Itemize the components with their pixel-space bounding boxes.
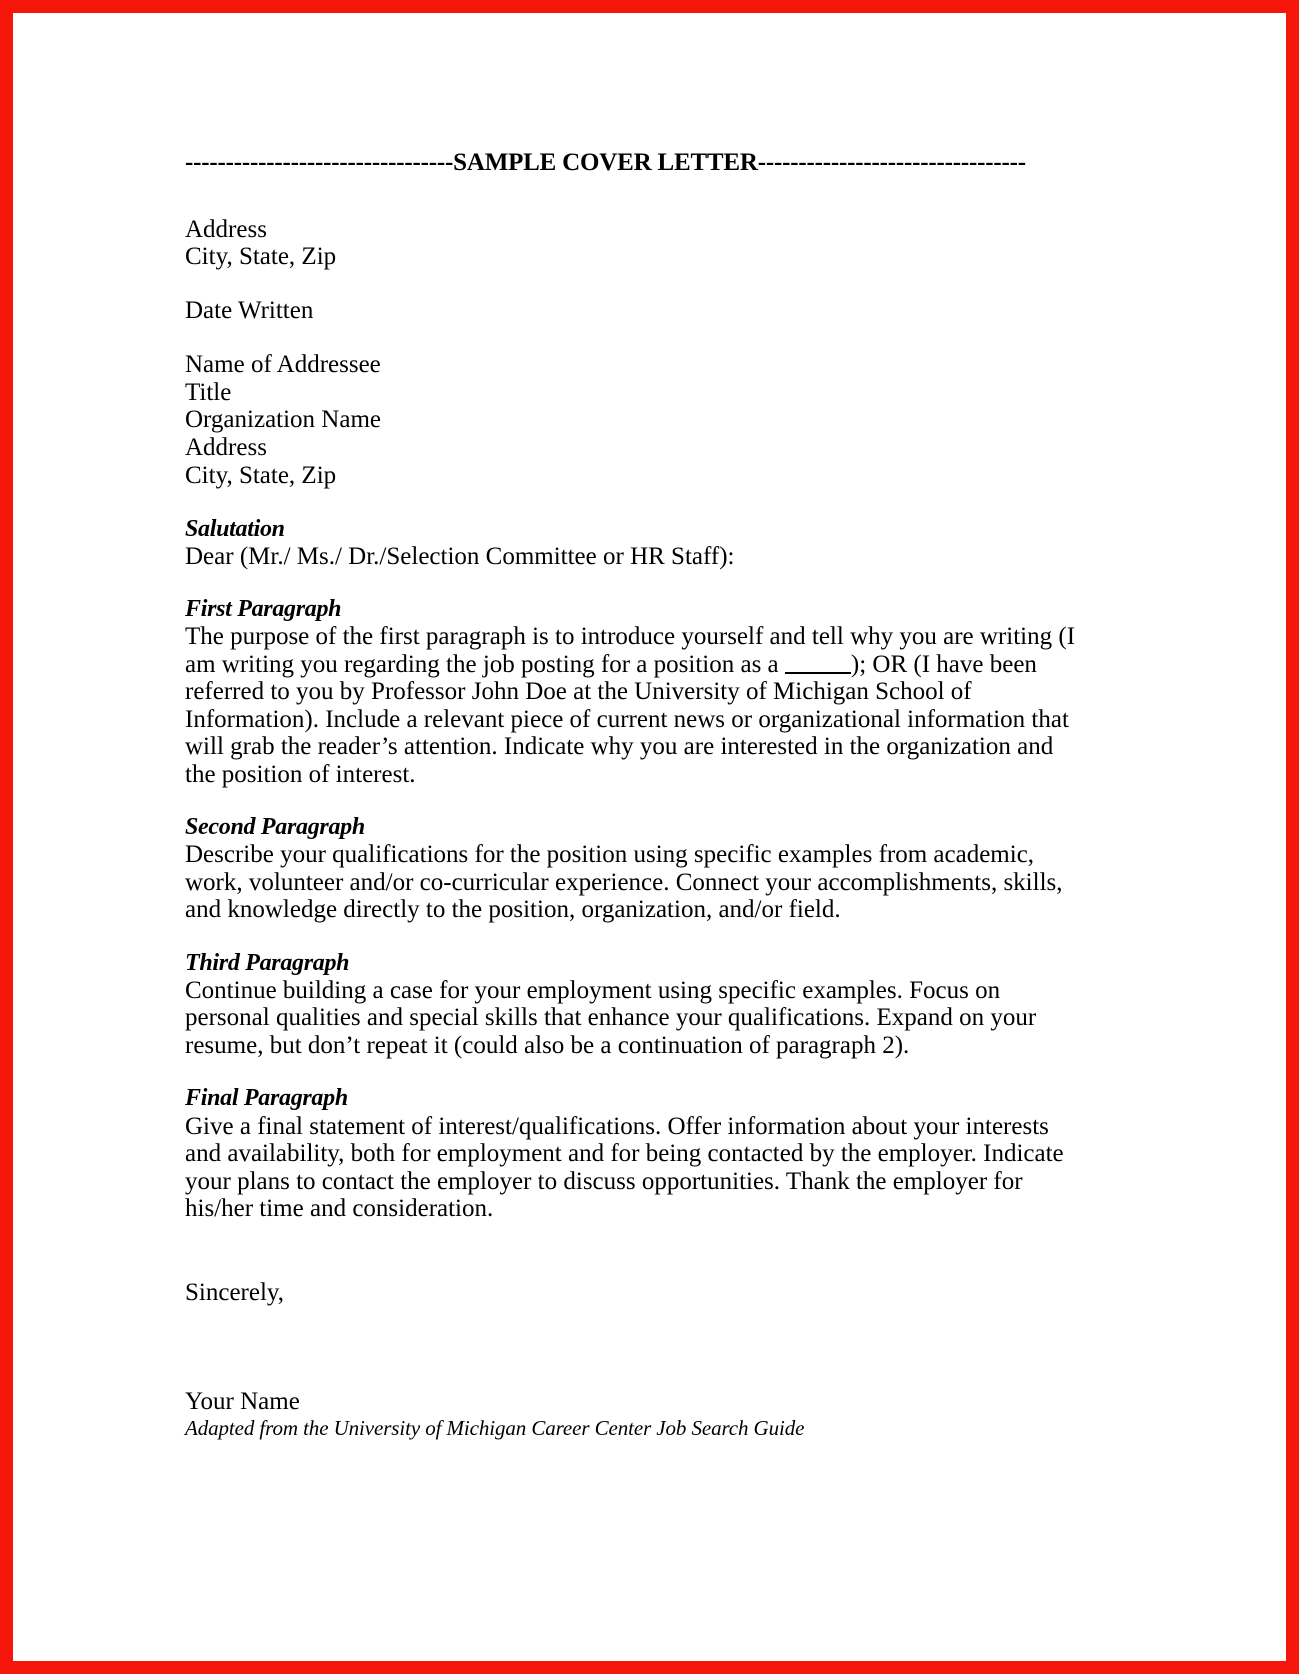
third-paragraph-heading: Third Paragraph — [185, 949, 350, 976]
return-address-line-2: City, State, Zip — [185, 243, 337, 271]
date-block — [185, 297, 1055, 325]
spacer — [185, 490, 1055, 516]
first-paragraph-line-4: Information). Include a relevant piece of current news or organizational information that — [185, 705, 1069, 733]
first-paragraph-line-2 — [185, 651, 1055, 679]
salutation-block — [185, 543, 1055, 571]
first-paragraph-line-1: The purpose of the first paragraph is to introduce yourself and tell why you are writing (I — [185, 623, 1076, 651]
spacer — [185, 1059, 1055, 1085]
final-paragraph-line-3: your plans to contact the employer to discuss opportunities. Thank the employer for — [185, 1167, 1023, 1195]
date-written-line: Date Written — [185, 297, 314, 324]
letter-content — [185, 148, 1076, 1441]
first-paragraph-line-3: referred to you by Professor John Doe at the University of Michigan School of — [185, 678, 972, 706]
closing-line: Sincerely, — [185, 1278, 285, 1306]
document-page — [13, 13, 1286, 1661]
first-paragraph-line-6: the position of interest. — [185, 760, 416, 788]
closing-block — [185, 1279, 1055, 1307]
salutation-line: Dear (Mr./ Ms./ Dr./Selection Committee or HR Staff): — [185, 542, 735, 570]
signature-name-line: Your Name — [185, 1388, 300, 1416]
spacer — [185, 924, 1055, 950]
final-paragraph-line-4: his/her time and consideration. — [185, 1195, 494, 1223]
spacer — [185, 1223, 1055, 1279]
signature-space — [185, 1306, 1055, 1388]
fill-in-blank — [785, 672, 851, 674]
return-address-line-1: Address — [185, 215, 267, 243]
first-paragraph-line-2-before-blank: am writing you regarding the job posting for a position as a — [185, 650, 785, 678]
spacer — [185, 271, 1055, 297]
third-paragraph-body — [185, 977, 1055, 1060]
second-paragraph-line-2: work, volunteer and/or co-curricular experience. Connect your accomplishments, skills, — [185, 868, 1063, 896]
third-paragraph-line-1: Continue building a case for your employment using specific examples. Focus on — [185, 976, 1001, 1004]
third-paragraph-line-2: personal qualities and special skills that enhance your qualifications. Expand on your — [185, 1004, 1037, 1032]
final-paragraph-line-1: Give a final statement of interest/qualifications. Offer information about your interests — [185, 1112, 1049, 1140]
addressee-organization-line: Organization Name — [185, 406, 381, 434]
page-title: ---------------------------------SAMPLE COVER LETTER--------------------------------- — [185, 149, 1026, 176]
addressee-block — [185, 351, 1055, 490]
addressee-address-line: Address — [185, 434, 267, 461]
final-paragraph-body — [185, 1112, 1064, 1223]
spacer — [185, 788, 1055, 814]
first-paragraph-line-2-after-blank: ); OR (I have been — [850, 650, 1037, 678]
return-address-block — [185, 216, 1055, 272]
second-paragraph-line-1: Describe your qualifications for the position using specific examples from academic, — [185, 841, 1035, 869]
first-paragraph-body — [185, 623, 1076, 788]
final-paragraph-heading: Final Paragraph — [185, 1085, 348, 1112]
addressee-city-state-zip-line: City, State, Zip — [185, 461, 337, 489]
attribution-line: Adapted from the University of Michigan Career Center Job Search Guide — [185, 1416, 805, 1441]
final-paragraph-line-2: and availability, both for employment and for being contacted by the employer. Indicate — [185, 1140, 1064, 1168]
addressee-title-line: Title — [185, 378, 232, 406]
third-paragraph-line-3: resume, but don’t repeat it (could also be a continuation of paragraph 2). — [185, 1031, 910, 1059]
second-paragraph-body — [185, 841, 1063, 924]
second-paragraph-heading: Second Paragraph — [185, 814, 365, 841]
spacer — [185, 325, 1055, 351]
spacer — [185, 570, 1055, 596]
second-paragraph-line-3: and knowledge directly to the position, organization, and/or field. — [185, 896, 841, 924]
salutation-heading: Salutation — [185, 515, 285, 542]
first-paragraph-heading: First Paragraph — [185, 596, 342, 623]
first-paragraph-line-5: will grab the reader’s attention. Indicate why you are interested in the organization and — [185, 733, 1054, 761]
addressee-name-line: Name of Addressee — [185, 350, 381, 378]
